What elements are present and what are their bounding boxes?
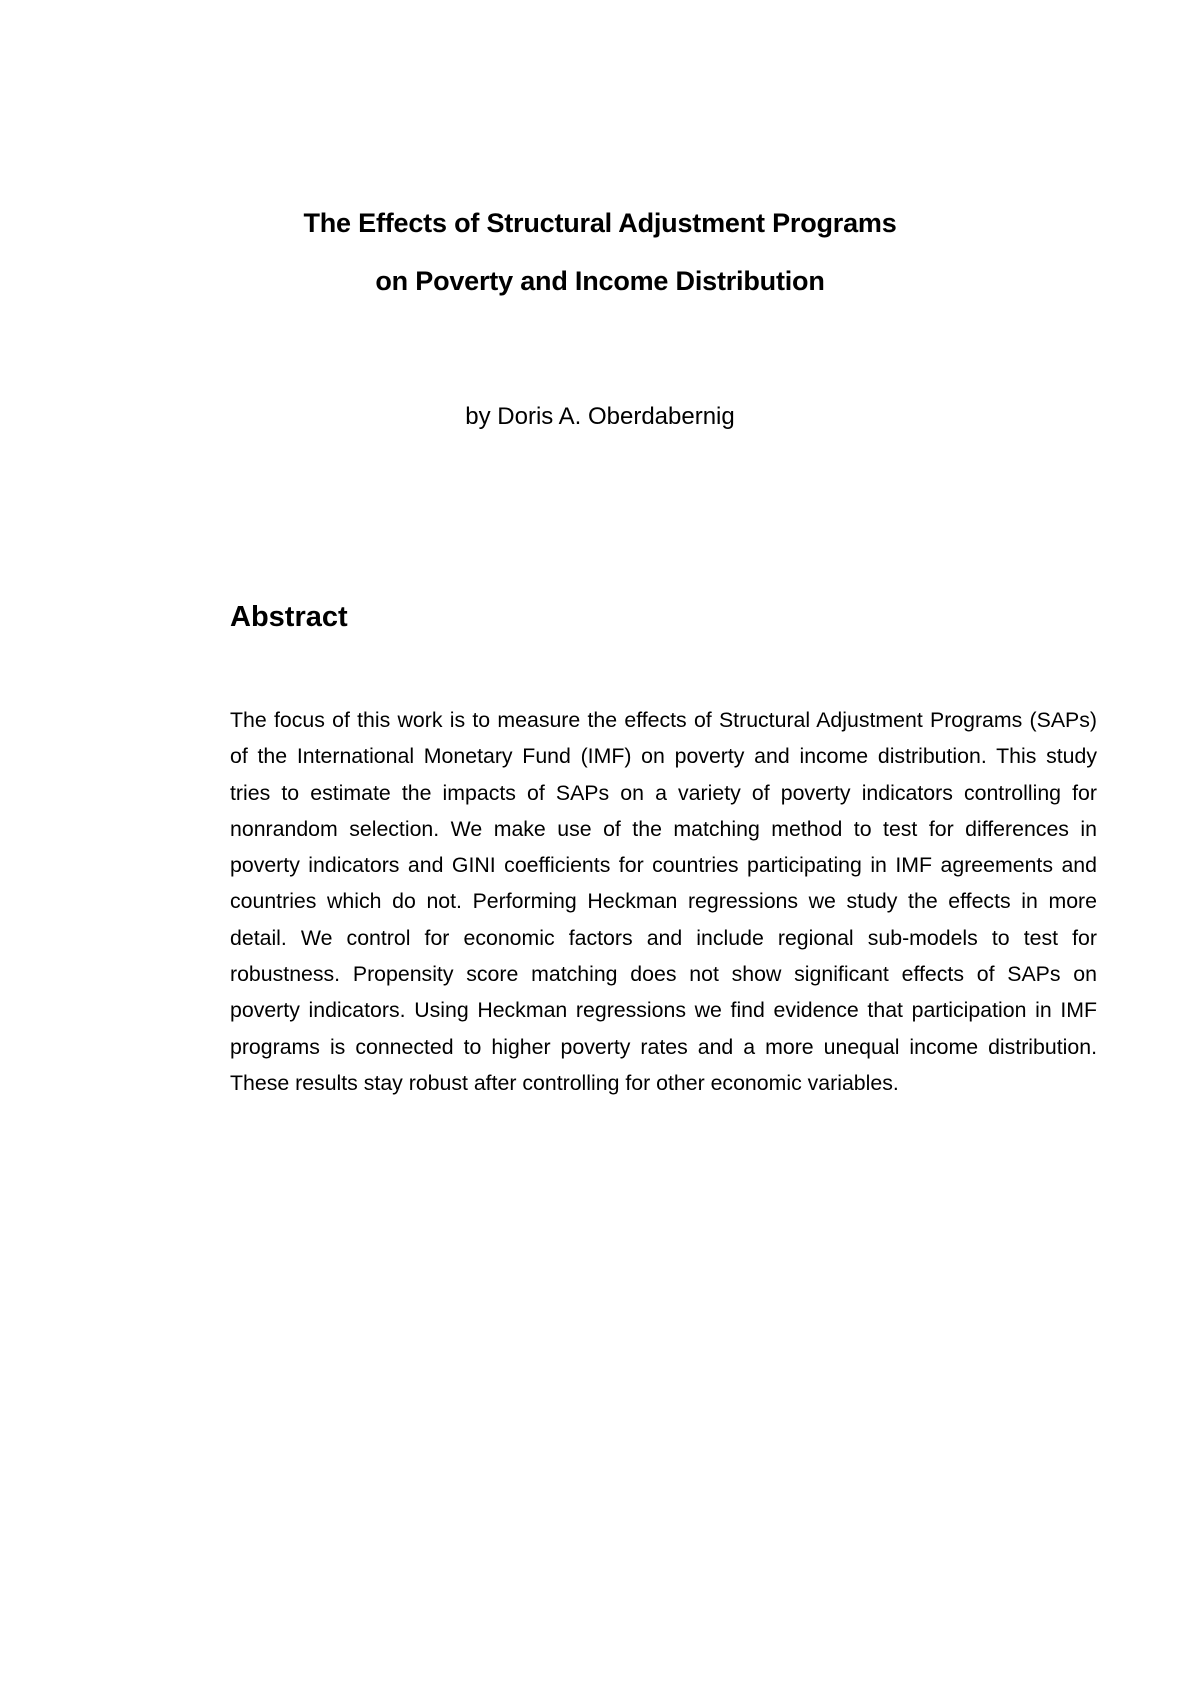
abstract-text: The focus of this work is to measure the effects of Structural Adjustment Programs (SAPs) of the International Monetary Fund (IMF) on poverty and income distribution. This study tries to estimate the impacts of SAPs on a variety of poverty indicators controlling for nonrandom selection. We make use of the matching method to test for differences in poverty indicators and GINI coefficients for countries participating in IMF agreements and countries which do not. Performing Heckman regressions we study the effects in more detail. We control for economic factors and include regional sub-models to test for robustness. Propensity score matching does not show significant effects of SAPs on poverty indicators. Using Heckman regressions we find evidence that participation in IMF programs is connected to higher poverty rates and a more unequal income distribution. These results stay robust after controlling for other economic variables. [230,708,1097,1095]
abstract-heading: Abstract [230,601,348,633]
author-line: by Doris A. Oberdabernig [465,403,735,430]
title-line-1: The Effects of Structural Adjustment Programs [303,208,897,238]
paper-title [0,194,1200,310]
title-line-2: on Poverty and Income Distribution [375,266,825,296]
